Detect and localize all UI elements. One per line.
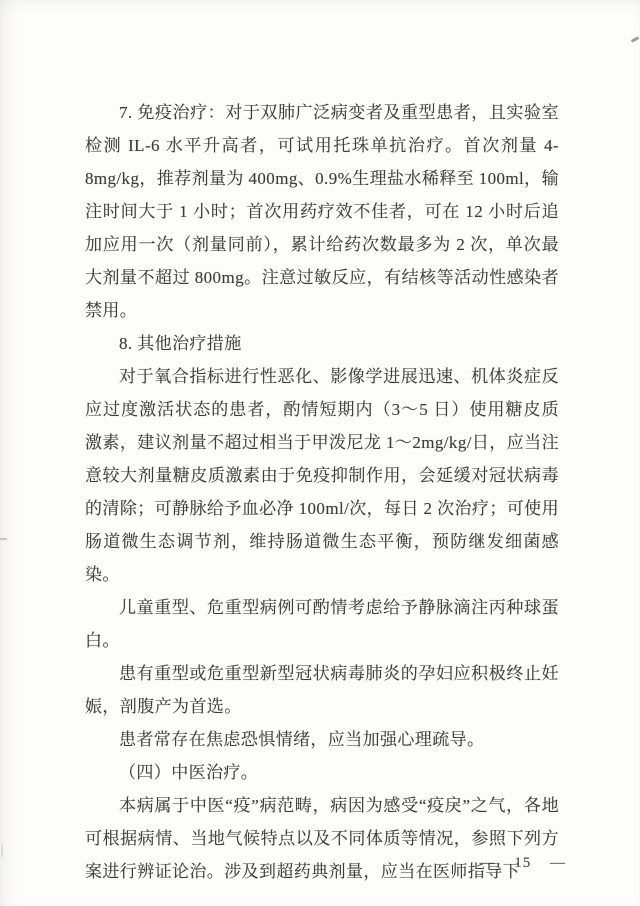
paragraph-tcm-intro: 本病属于中医“疫”病范畴，病因为感受“疫戾”之气，各地可根据病情、当地气候特点以及不同体质等情况，参照下列方案进行辨证论治。涉及到超药典剂量，应当在医师指导下 <box>85 796 559 881</box>
heading-other-treatments: 8. 其他治疗措施 <box>119 334 242 353</box>
heading-tcm-treatment: （四）中医治疗。 <box>119 763 259 782</box>
scan-artifact-left-smudge <box>1 845 3 857</box>
paragraph-immune-therapy: 7. 免疫治疗：对于双肺广泛病变者及重型患者，且实验室检测 IL-6 水平升高者，可试用托珠单抗治疗。首次剂量 4-8mg/kg，推荐剂量为 400mg、0.9%生理盐水稀释至 100ml，输注时间大于 1 小时；首次用药疗效不佳者，可在 12 小时后追加应用一次（剂量同前），累计给药次数最多为 2 次，单次最大剂量不超过 800mg。注意过敏反应，有结核等活动性感染者禁用。 <box>85 103 559 320</box>
paragraph-children-cases: 儿童重型、危重型病例可酌情考虑给予静脉滴注丙种球蛋白。 <box>85 598 559 650</box>
page-number: — 15 — <box>479 855 566 871</box>
scan-artifact-left-tick <box>0 538 7 540</box>
paragraph-psychological-counseling: 患者常存在焦虑恐惧情绪，应当加强心理疏导。 <box>119 730 485 749</box>
paragraph-pregnant-women: 患有重型或危重型新型冠状病毒肺炎的孕妇应积极终止妊娠，剖腹产为首选。 <box>85 664 559 716</box>
paragraph-glucocorticoid: 对于氧合指标进行性恶化、影像学进展迅速、机体炎症反应过度激活状态的患者，酌情短期内（3～5 日）使用糖皮质激素，建议剂量不超过相当于甲泼尼龙 1～2mg/kg/日，应当注意较大剂量糖皮质激素由于免疫抑制作用，会延缓对冠状病毒的清除；可静脉给予血必净 100ml/次，每日 2 次治疗；可使用肠道微生态调节剂，维持肠道微生态平衡，预防继发细菌感染。 <box>85 367 559 584</box>
body-text <box>85 96 559 888</box>
scan-artifact-top-right <box>631 36 639 42</box>
